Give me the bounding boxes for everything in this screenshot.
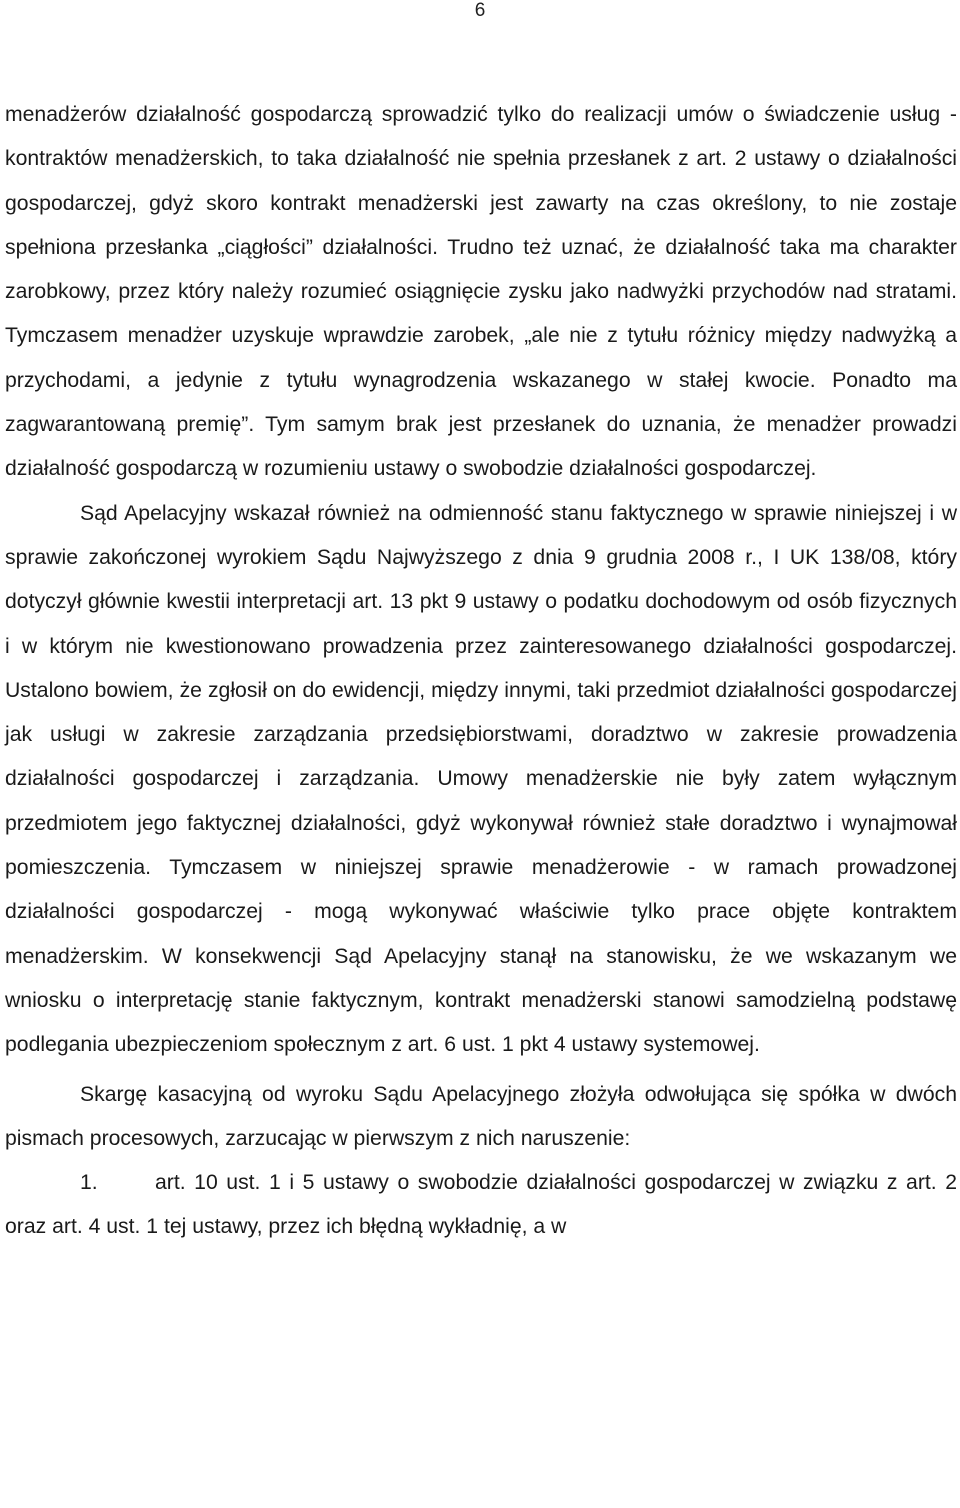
paragraph-2: Sąd Apelacyjny wskazał również na odmienność stanu faktycznego w sprawie niniejszej i w sprawie zakończonej wyrokiem Sądu Najwyższego z dnia 9 grudnia 2008 r., I UK 138/08, który dotyczył głównie kwestii interpretacji art. 13 pkt 9 ustawy o podatku dochodowym od osób fizycznych i w którym nie kwestionowano prowadzenia przez zainteresowanego działalności gospodarczej. Ustalono bowiem, że zgłosił on do ewidencji, między innymi, taki przedmiot działalności gospodarczej jak usługi w zakresie zarządzania przedsiębiorstwami, doradztwo w zakresie prowadzenia działalności gospodarczej i zarządzania. Umowy menadżerskie nie były zatem wyłącznym przedmiotem jego faktycznej działalności, gdyż wykonywał również stałe doradztwo i wynajmował pomieszczenia. Tymczasem w niniejszej sprawie menadżerowie - w ramach prowadzonej działalności gospodarczej - mogą wykonywać właściwie tylko prace objęte kontraktem menadżerskim. W konsekwencji Sąd Apelacyjny stanął na stanowisku, że we wskazanym we wniosku o interpretację stanie faktycznym, kontrakt menadżerski stanowi samodzielną podstawę podlegania ubezpieczeniom społecznym z art. 6 ust. 1 pkt 4 ustawy systemowej. [5, 501, 957, 1057]
list-item-text: art. 10 ust. 1 i 5 ustawy o swobodzie działalności gospodarczej w związku z art. 2 oraz art. 4 ust. 1 tej ustawy, przez ich błędną wykładnię, a w [5, 1171, 957, 1239]
paragraph-3: Skargę kasacyjną od wyroku Sądu Apelacyjnego złożyła odwołująca się spółka w dwóch pismach procesowych, zarzucając w pierwszym z nich naruszenie: [5, 1082, 957, 1150]
paragraph-1: menadżerów działalność gospodarczą sprowadzić tylko do realizacji umów o świadczenie usług - kontraktów menadżerskich, to taka działalność nie spełnia przesłanek z art. 2 ustawy o działalności gospodarczej, gdyż skoro kontrakt menadżerski jest zawarty na czas określony, to nie zostaje spełniona przesłanka „ciągłości” działalności. Trudno też uznać, że działalność taka ma charakter zarobkowy, przez który należy rozumieć osiągnięcie zysku jako nadwyżki przychodów nad stratami. Tymczasem menadżer uzyskuje wprawdzie zarobek, „ale nie z tytułu różnicy między nadwyżką a przychodami, a jedynie z tytułu wynagrodzenia wskazanego w stałej kwocie. Ponadto ma zagwarantowaną premię”. Tym samym brak jest przesłanek do uznania, że menadżer prowadzi działalność gospodarczą w rozumieniu ustawy o swobodzie działalności gospodarczej. [5, 103, 957, 481]
list-item-1 [5, 1161, 957, 1250]
page-number: 6 [474, 0, 486, 21]
document-body [5, 93, 957, 1250]
list-item-number: 1. [80, 1171, 98, 1195]
